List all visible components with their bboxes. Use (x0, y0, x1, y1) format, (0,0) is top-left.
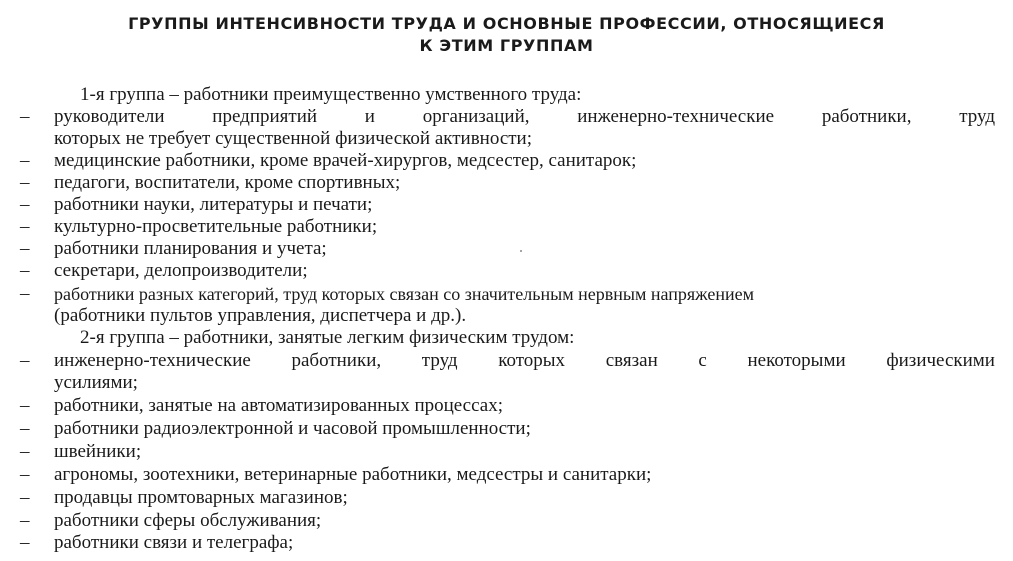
group1-item-7: секретари, делопроизводители; (54, 260, 308, 281)
list-dash: – (20, 532, 30, 553)
list-dash: – (20, 194, 30, 215)
group1-item-1 (54, 106, 995, 128)
list-dash: – (20, 106, 30, 127)
list-dash: – (20, 238, 30, 259)
word: организаций, (422, 106, 530, 127)
list-dash: – (20, 441, 30, 462)
group1-item-1-continuation: которых не требует существенной физической активности; (54, 128, 532, 149)
document-title-line-1: ГРУППЫ ИНТЕНСИВНОСТИ ТРУДА И ОСНОВНЫЕ ПРОФЕССИИ, ОТНОСЯЩИЕСЯ (128, 14, 885, 33)
word: связан (605, 350, 658, 371)
word: инженерно-технические (54, 350, 251, 371)
word: с (698, 350, 707, 371)
group1-item-2: медицинские работники, кроме врачей-хирургов, медсестер, санитарок; (54, 150, 637, 171)
word: труд (959, 106, 995, 127)
word: и (364, 106, 375, 127)
group1-item-6: работники планирования и учета; (54, 238, 327, 259)
group1-item-8: работники разных категорий, труд которых связан со значительным нервным напряжением (54, 284, 754, 304)
group1-item-4: работники науки, литературы и печати; (54, 194, 373, 215)
list-dash: – (20, 464, 30, 485)
group1-item-5: культурно-просветительные работники; (54, 216, 378, 237)
word: труд (421, 350, 458, 371)
document-title-line-2: К ЭТИМ ГРУППАМ (419, 36, 594, 55)
word: работники, (291, 350, 382, 371)
word: некоторыми (747, 350, 846, 371)
word: которых (498, 350, 566, 371)
group2-item-3: работники радиоэлектронной и часовой промышленности; (54, 418, 531, 439)
group2-item-7: работники сферы обслуживания; (54, 510, 322, 531)
list-dash: – (20, 150, 30, 171)
word: руководители (54, 106, 165, 127)
group2-item-1-continuation: усилиями; (54, 372, 138, 393)
list-dash: – (20, 172, 30, 193)
word: физическими (886, 350, 995, 371)
scan-speck (520, 250, 522, 252)
word: работники, (821, 106, 912, 127)
list-dash: – (20, 510, 30, 531)
list-dash: – (20, 418, 30, 439)
group1-heading: 1-я группа – работники преимущественно умственного труда: (80, 84, 582, 105)
group2-heading: 2-я группа – работники, занятые легким физическим трудом: (80, 327, 575, 348)
group2-item-5: агрономы, зоотехники, ветеринарные работники, медсестры и санитарки; (54, 464, 652, 485)
list-dash: – (20, 350, 30, 371)
list-dash: – (20, 216, 30, 237)
group2-item-2: работники, занятые на автоматизированных процессах; (54, 395, 503, 416)
group1-item-8-continuation: (работники пультов управления, диспетчера и др.). (54, 305, 467, 326)
list-dash: – (20, 395, 30, 416)
group2-item-4: швейники; (54, 441, 142, 462)
list-dash: – (20, 260, 30, 281)
group2-item-8: работники связи и телеграфа; (54, 532, 294, 553)
group2-item-6: продавцы промтоварных магазинов; (54, 487, 348, 508)
list-dash: – (20, 283, 30, 304)
list-dash: – (20, 487, 30, 508)
word: предприятий (212, 106, 318, 127)
group2-item-1 (54, 350, 995, 372)
group1-item-3: педагоги, воспитатели, кроме спортивных; (54, 172, 401, 193)
word: инженерно-технические (577, 106, 775, 127)
